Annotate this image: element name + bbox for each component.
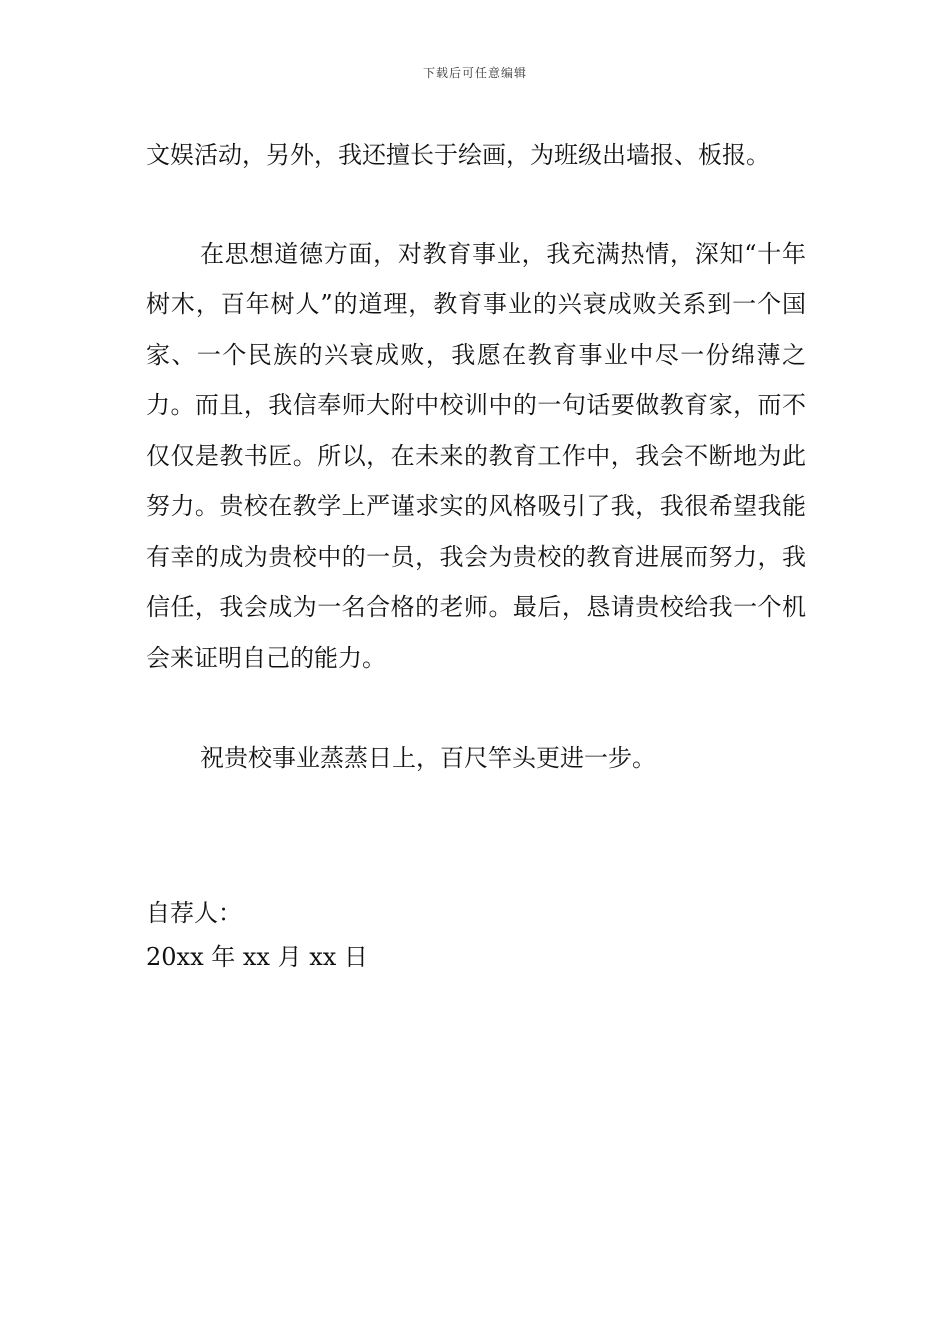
signature-label: 自荐人： [146,898,242,927]
page-header: 下载后可任意编辑 [422,66,527,80]
signature-date: 20xx 年 xx 月 xx 日 [146,942,368,971]
paragraph-wishes: 祝贵校事业蒸蒸日上，百尺竿头更进一步。 [200,744,656,772]
letter-body [146,130,806,982]
paragraph-hobbies: 文娱活动，另外，我还擅长于绘画，为班级出墙报、板报。 [146,141,770,169]
paragraph-ethics: 在思想道德方面，对教育事业，我充满热情，深知“十年树木，百年树人”的道理，教育事业的兴衰成败关系到一个国家、一个民族的兴衰成败，我愿在教育事业中尽一份绵薄之力。而且，我信奉师大附中校训中的一句话要做教育家，而不仅仅是教书匠。所以，在未来的教育工作中，我会不断地为此努力。贵校在教学上严谨求实的风格吸引了我，我很希望我能有幸的成为贵校中的一员，我会为贵校的教育进展而努力，我信任，我会成为一名合格的老师。最后，恳请贵校给我一个机会来证明自己的能力。 [146,239,806,672]
